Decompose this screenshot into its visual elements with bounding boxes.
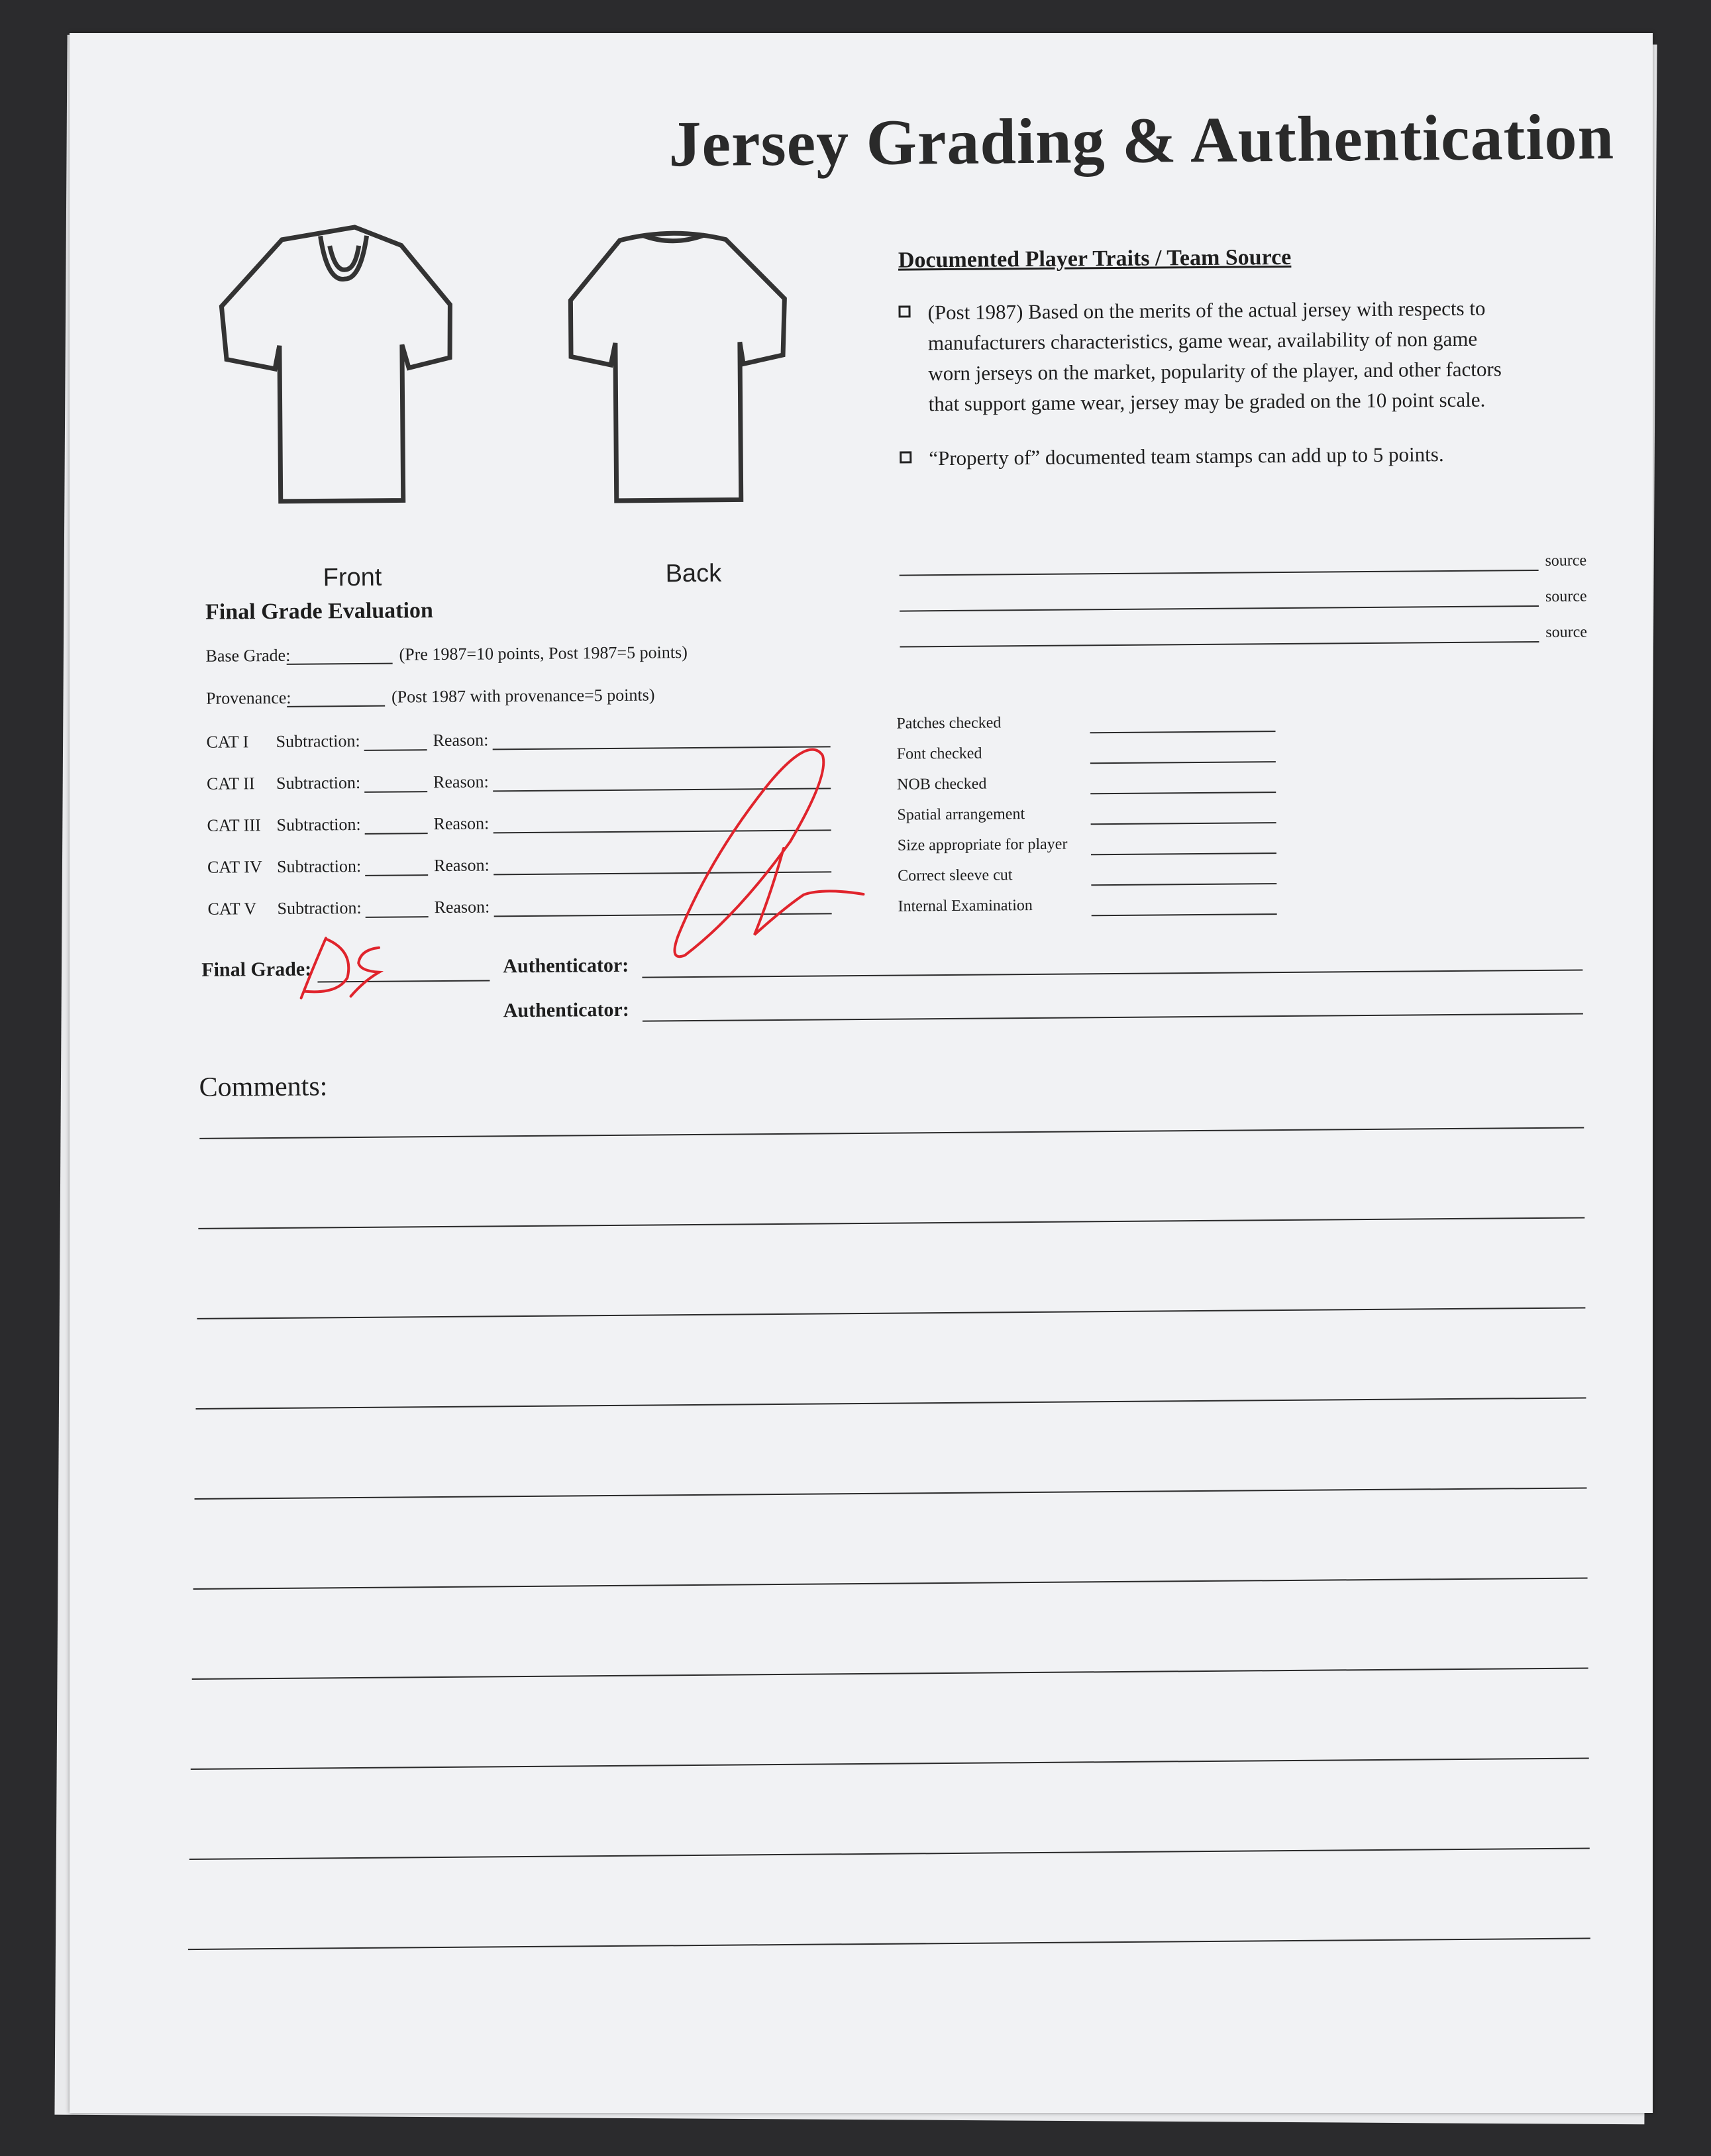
- base-grade-note: (Pre 1987=10 points, Post 1987=5 points): [399, 642, 688, 664]
- source-label-1: source: [1545, 552, 1587, 570]
- final-grade-label: Final Grade:: [201, 958, 312, 981]
- reason-label: Reason:: [434, 897, 490, 917]
- comment-line[interactable]: [188, 1937, 1590, 1950]
- reason-label: Reason:: [433, 730, 489, 750]
- jersey-back-label: Back: [665, 559, 722, 588]
- comment-line[interactable]: [199, 1127, 1584, 1139]
- text-line: (Post 1987) Based on the merits of the actual jersey with respects to: [927, 296, 1486, 325]
- check-label: Font checked: [896, 744, 982, 763]
- final-grade-evaluation-heading: Final Grade Evaluation: [205, 598, 434, 625]
- subtraction-label: Subtraction:: [276, 772, 361, 793]
- check-label: Size appropriate for player: [897, 835, 1068, 854]
- check-label: Internal Examination: [898, 897, 1033, 915]
- provenance-note: (Post 1987 with provenance=5 points): [391, 685, 655, 707]
- grading-form-sheet: [70, 33, 1653, 2113]
- comment-line[interactable]: [189, 1847, 1590, 1860]
- subtraction-label: Subtraction:: [276, 856, 362, 876]
- form-content: [70, 33, 1653, 2113]
- comments-label: Comments:: [199, 1071, 328, 1103]
- cat-label: CAT IV: [207, 857, 262, 877]
- comment-line[interactable]: [197, 1307, 1585, 1319]
- subtraction-label: Subtraction:: [276, 814, 361, 835]
- traits-heading: Documented Player Traits / Team Source: [898, 244, 1292, 273]
- reason-label: Reason:: [433, 855, 490, 876]
- comment-line[interactable]: [192, 1667, 1588, 1680]
- form-title: Jersey Grading & Authentication: [668, 101, 1615, 181]
- reason-label: Reason:: [433, 813, 490, 834]
- check-label: Patches checked: [896, 714, 1002, 733]
- cat-label: CAT V: [207, 899, 257, 919]
- check-label: NOB checked: [897, 775, 987, 794]
- text-line: manufacturers characteristics, game wear, availability of non game: [927, 327, 1478, 355]
- comment-lines: [70, 33, 1653, 2113]
- check-label: Spatial arrangement: [897, 805, 1025, 824]
- comment-line[interactable]: [193, 1577, 1588, 1590]
- comment-line[interactable]: [191, 1757, 1589, 1770]
- authenticator-label-2: Authenticator:: [503, 998, 629, 1022]
- jersey-front-label: Front: [323, 563, 382, 592]
- subtraction-label: Subtraction:: [277, 898, 362, 918]
- provenance-label: Provenance:: [205, 688, 291, 708]
- cat-label: CAT I: [206, 732, 249, 752]
- comment-line[interactable]: [195, 1487, 1587, 1500]
- traits-item-property-of-text: “Property of” documented team stamps can add up to 5 points.: [929, 442, 1444, 470]
- base-grade-label: Base Grade:: [205, 645, 291, 666]
- source-label-2: source: [1545, 588, 1587, 605]
- cat-label: CAT II: [206, 774, 255, 794]
- comment-line[interactable]: [198, 1217, 1584, 1229]
- text-line: worn jerseys on the market, popularity of the player, and other factors: [928, 357, 1502, 385]
- comment-line[interactable]: [195, 1397, 1586, 1409]
- source-label-3: source: [1545, 623, 1588, 641]
- text-line: that support game wear, jersey may be graded on the 10 point scale.: [928, 387, 1486, 416]
- subtraction-label: Subtraction:: [276, 731, 360, 751]
- authenticator-label-1: Authenticator:: [503, 954, 629, 978]
- check-label: Correct sleeve cut: [898, 866, 1013, 885]
- cat-label: CAT III: [207, 815, 261, 835]
- reason-label: Reason:: [433, 772, 489, 792]
